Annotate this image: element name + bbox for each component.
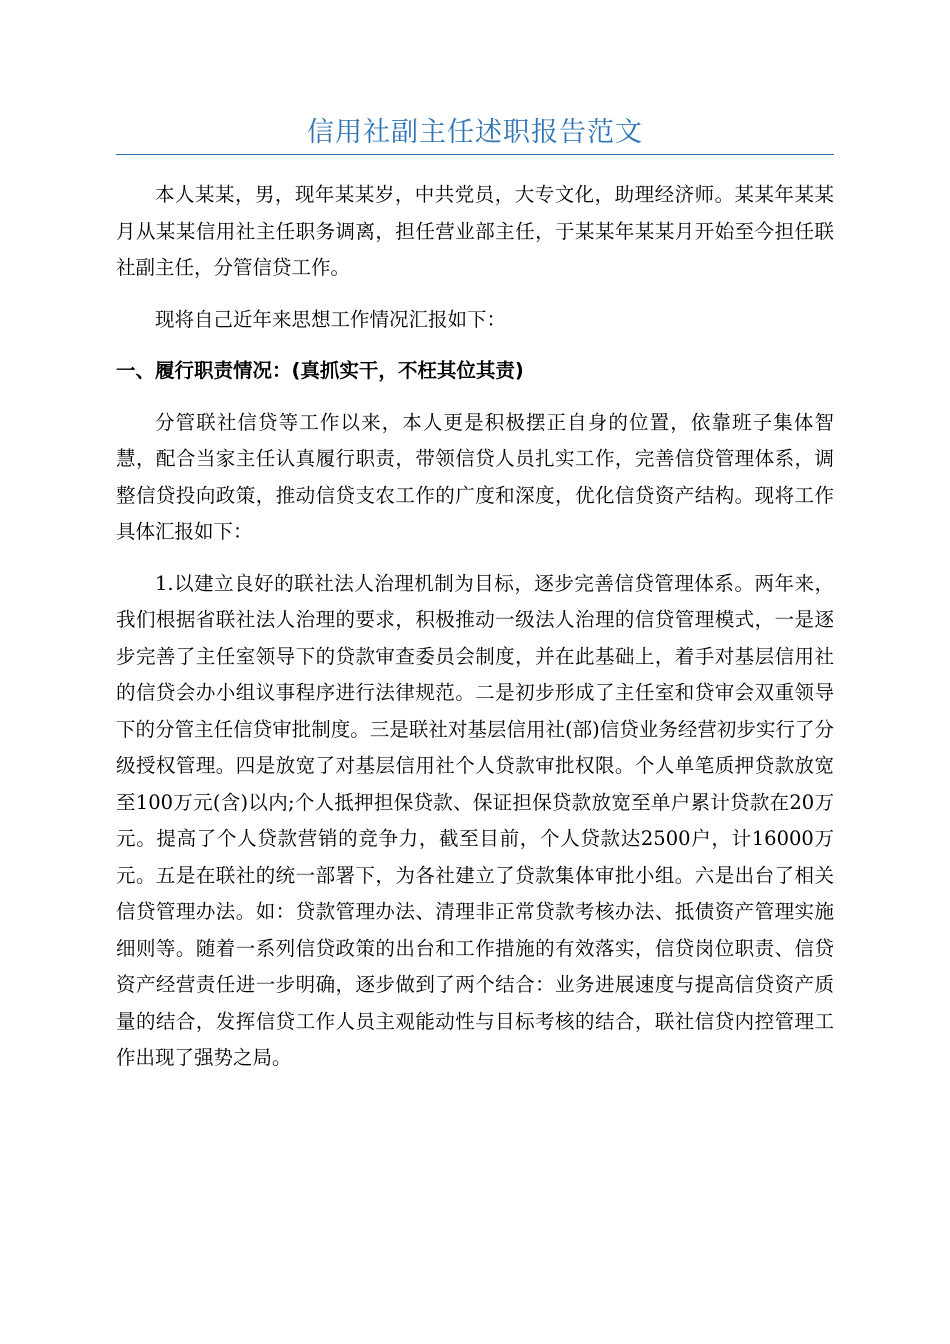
section-heading: 一、履行职责情况：(真抓实干，不枉其位其责) xyxy=(116,359,524,382)
title-underline xyxy=(116,154,834,155)
intro-paragraph: 本人某某，男，现年某某岁，中共党员，大专文化，助理经济师。某某年某某月从某某信用社主任职务调离，担任营业部主任，于某某年某某月开始至今担任联社副主任，分管信贷工作。 xyxy=(116,183,834,279)
document-page xyxy=(116,0,834,1077)
section-intro-paragraph: 分管联社信贷等工作以来，本人更是积极摆正自身的位置，依靠班子集体智慧，配合当家主任认真履行职责，带领信贷人员扎实工作，完善信贷管理体系，调整信贷投向政策，推动信贷支农工作的广度和深度，优化信贷资产结构。现将工作具体汇报如下： xyxy=(116,410,834,543)
report-lead-paragraph: 现将自己近年来思想工作情况汇报如下： xyxy=(155,307,507,331)
document-title: 信用社副主任述职报告范文 xyxy=(307,117,643,148)
item-1-paragraph: 1.以建立良好的联社法人治理机制为目标，逐步完善信贷管理体系。两年来，我们根据省联社法人治理的要求，积极推动一级法人治理的信贷管理模式，一是逐步完善了主任室领导下的贷款审查委员会制度，并在此基础上，着手对基层信用社的信贷会办小组议事程序进行法律规范。二是初步形成了主任室和贷审会双重领导下的分管主任信贷审批制度。三是联社对基层信用社(部)信贷业务经营初步实行了分级授权管理。四是放宽了对基层信用社个人贷款审批权限。个人单笔质押贷款放宽至100万元(含)以内;个人抵押担保贷款、保证担保贷款放宽至单户累计贷款在20万元。提高了个人贷款营销的竞争力，截至目前，个人贷款达2500户，计16000万元。五是在联社的统一部署下，为各社建立了贷款集体审批小组。六是出台了相关信贷管理办法。如：贷款管理办法、清理非正常贷款考核办法、抵债资产管理实施细则等。随着一系列信贷政策的出台和工作措施的有效落实，信贷岗位职责、信贷资产经营责任进一步明确，逐步做到了两个结合：业务进展速度与提高信贷资产质量的结合，发挥信贷工作人员主观能动性与目标考核的结合，联社信贷内控管理工作出现了强势之局。 xyxy=(116,571,834,1069)
